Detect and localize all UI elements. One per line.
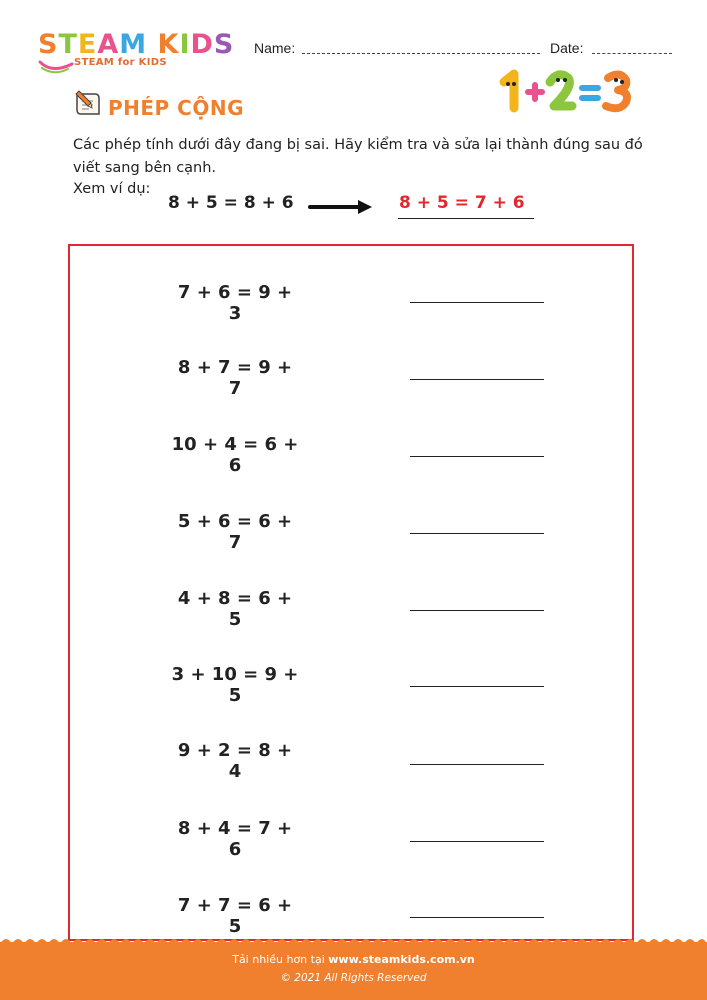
footer-prefix: Tải nhiều hơn tại [232,953,329,966]
answer-field[interactable] [410,456,544,457]
problem-equation: 8 + 4 = 7 + 6 [177,818,293,860]
example-label: Xem ví dụ: [73,181,151,197]
answer-field[interactable] [410,764,544,765]
logo-letter [147,30,157,60]
logo-tagline: STEAM for KIDS [74,57,167,68]
problem-equation: 7 + 6 = 9 + 3 [177,282,293,324]
logo-letter: S [213,29,235,60]
logo-letter: T [58,29,78,60]
footer-copyright: © 2021 All Rights Reserved [280,972,427,984]
logo-letter: D [190,29,214,60]
example-answer-line [398,218,534,219]
problem-equation: 4 + 8 = 6 + 5 [177,588,293,630]
footer [0,942,707,1000]
date-field[interactable] [592,53,672,54]
date-label: Date: [550,40,584,56]
problem-equation: 3 + 10 = 9 + 5 [171,664,299,706]
name-label: Name: [254,40,296,56]
logo-letter: S [38,29,59,60]
logo-letter: I [179,29,191,60]
footer-scallop-edge [0,934,707,944]
problem-equation: 7 + 7 = 6 + 5 [177,895,293,937]
answer-field[interactable] [410,302,544,303]
numbers-illustration-icon [494,68,640,116]
footer-website-line [0,953,707,966]
answer-field[interactable] [410,610,544,611]
answer-field[interactable] [410,533,544,534]
example-wrong-equation: 8 + 5 = 8 + 6 [168,193,294,213]
problem-equation: 9 + 2 = 8 + 4 [177,740,293,782]
problem-equation: 10 + 4 = 6 + 6 [171,434,299,476]
answer-field[interactable] [410,379,544,380]
arrow-right-icon [308,198,374,216]
answer-field[interactable] [410,841,544,842]
logo-letter: A [97,29,120,60]
steam-kids-logo [38,30,238,75]
problem-equation: 8 + 7 = 9 + 7 [177,357,293,399]
footer-website-link[interactable]: www.steamkids.com.vn [328,953,475,966]
pencil-paper-icon [73,88,103,118]
answer-field[interactable] [410,686,544,687]
logo-swoosh-icon [38,56,78,76]
logo-letter: M [119,29,148,60]
logo-letter: E [77,29,98,60]
answer-field[interactable] [410,917,544,918]
problem-equation: 5 + 6 = 6 + 7 [177,511,293,553]
example-correct-equation: 8 + 5 = 7 + 6 [399,193,525,213]
page-title: PHÉP CỘNG [108,96,245,120]
instruction-text: Các phép tính dưới đây đang bị sai. Hãy kiểm tra và sửa lại thành đúng sau đó viết sang bên cạnh. [73,137,643,176]
name-field[interactable] [302,53,540,54]
logo-letter: K [157,29,180,60]
problems-box [68,244,634,941]
